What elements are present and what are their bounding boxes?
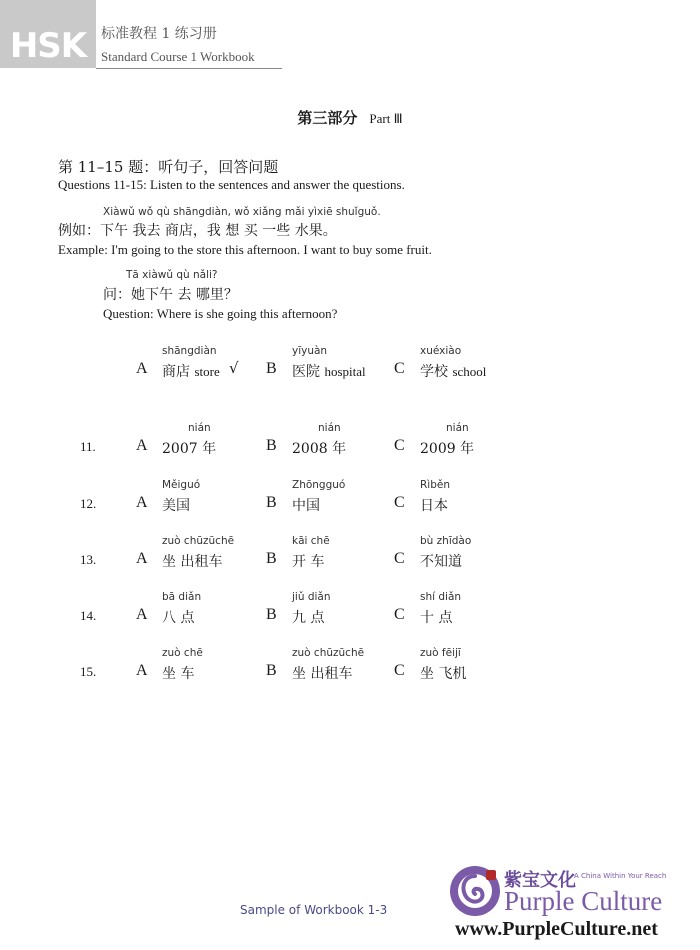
question-number: 12. (80, 496, 97, 511)
hsk-logo-text: HSK (9, 26, 87, 66)
example-option-letter: A (136, 360, 148, 377)
watermark-brand: Purple Culture (504, 886, 663, 916)
option-text[interactable]: 坐 飞机 (420, 666, 467, 682)
question-number: 13. (80, 552, 97, 567)
option-pinyin: Zhōngguó (292, 479, 346, 491)
example-option-letter: B (266, 360, 277, 377)
option-pinyin: bù zhīdào (420, 535, 472, 547)
option-text[interactable]: 2009 年 (420, 441, 475, 457)
example-question-en: Question: Where is she going this afternoon? (103, 306, 338, 321)
check-mark-icon: √ (229, 359, 239, 377)
option-pinyin: zuò chē (162, 647, 203, 659)
option-pinyin: Měiguó (162, 479, 201, 491)
example-option-text (420, 361, 486, 381)
question-number: 11. (80, 439, 96, 454)
example-option-text (162, 361, 220, 381)
option-text[interactable]: 2007 年 (162, 441, 217, 457)
example-option-text-en: store (194, 364, 220, 379)
option-text[interactable]: 坐 出租车 (162, 554, 223, 570)
option-letter[interactable]: A (136, 437, 148, 454)
option-letter[interactable]: B (266, 494, 277, 511)
option-pinyin: nián (318, 422, 341, 434)
option-letter[interactable]: C (394, 494, 405, 511)
option-letter[interactable]: C (394, 437, 405, 454)
option-pinyin: shí diǎn (420, 591, 462, 603)
part-title-zh: 第三部分 (297, 109, 358, 127)
option-letter[interactable]: B (266, 550, 277, 567)
book-title-en: Standard Course 1 Workbook (101, 49, 255, 64)
example-option-text-zh: 商店 (162, 364, 195, 380)
example-option-pinyin: xuéxiào (420, 345, 462, 357)
option-letter[interactable]: B (266, 606, 277, 623)
footer-sample-label: Sample of Workbook 1-3 (240, 903, 388, 917)
example-option-text (292, 361, 366, 381)
option-text[interactable]: 九 点 (292, 610, 325, 626)
option-text[interactable]: 美国 (162, 498, 190, 514)
option-letter[interactable]: C (394, 606, 405, 623)
watermark-name-zh: 紫宝文化 (504, 870, 576, 891)
option-letter[interactable]: A (136, 494, 148, 511)
option-pinyin: bā diǎn (162, 591, 202, 603)
example-option-pinyin: shāngdiàn (162, 345, 217, 357)
question-number: 14. (80, 608, 97, 623)
example-question-zh: 问：她下午 去 哪里？ (103, 287, 238, 303)
option-text[interactable]: 十 点 (420, 610, 453, 626)
book-title-zh: 标准教程 1 练习册 (101, 26, 217, 42)
option-text[interactable]: 坐 车 (162, 666, 195, 682)
example-option-text-zh: 学校 (420, 364, 453, 380)
example-sentence-en: Example: I'm going to the store this afternoon. I want to buy some fruit. (58, 242, 432, 257)
instructions-zh: 第 11–15 题：听句子，回答问题 (58, 158, 279, 176)
option-pinyin: zuò fēijī (420, 647, 461, 659)
purple-culture-logo-icon (448, 862, 502, 920)
option-text[interactable]: 日本 (420, 498, 448, 514)
example-option-text-en: hospital (324, 364, 366, 379)
option-pinyin: Rìběn (420, 479, 450, 491)
example-pinyin: Xiàwǔ wǒ qù shāngdiàn, wǒ xiǎng mǎi yìxiē shuǐguǒ. (103, 206, 381, 218)
watermark-tagline: A China Within Your Reach (574, 872, 667, 880)
option-pinyin: zuò chūzūchē (162, 535, 235, 547)
example-option-pinyin: yīyuàn (292, 345, 328, 357)
option-text[interactable]: 中国 (292, 498, 320, 514)
example-option-letter: C (394, 360, 405, 377)
example-option-text-en: school (452, 364, 487, 379)
option-letter[interactable]: C (394, 550, 405, 567)
option-letter[interactable]: A (136, 550, 148, 567)
part-title-en: Part Ⅲ (369, 111, 403, 126)
option-text[interactable]: 坐 出租车 (292, 666, 353, 682)
hsk-logo-block (0, 0, 96, 68)
question-number: 15. (80, 664, 97, 679)
header-divider (96, 68, 282, 69)
option-letter[interactable]: A (136, 662, 148, 679)
part-title (0, 107, 700, 128)
option-text[interactable]: 2008 年 (292, 441, 347, 457)
option-text[interactable]: 开 车 (292, 554, 325, 570)
option-pinyin: kāi chē (292, 535, 330, 547)
watermark-url: www.PurpleCulture.net (455, 918, 658, 940)
option-pinyin: nián (188, 422, 211, 434)
option-letter[interactable]: B (266, 437, 277, 454)
example-question-pinyin: Tā xiàwǔ qù nǎli? (126, 269, 218, 281)
option-letter[interactable]: C (394, 662, 405, 679)
example-option-text-zh: 医院 (292, 364, 325, 380)
option-letter[interactable]: A (136, 606, 148, 623)
option-text[interactable]: 不知道 (420, 554, 462, 570)
option-text[interactable]: 八 点 (162, 610, 195, 626)
instructions-en: Questions 11-15: Listen to the sentences and answer the questions. (58, 177, 405, 192)
option-letter[interactable]: B (266, 662, 277, 679)
example-sentence-zh: 例如：下午 我去 商店，我 想 买 一些 水果。 (58, 223, 337, 239)
option-pinyin: nián (446, 422, 469, 434)
option-pinyin: zuò chūzūchē (292, 647, 365, 659)
option-pinyin: jiǔ diǎn (292, 591, 331, 603)
